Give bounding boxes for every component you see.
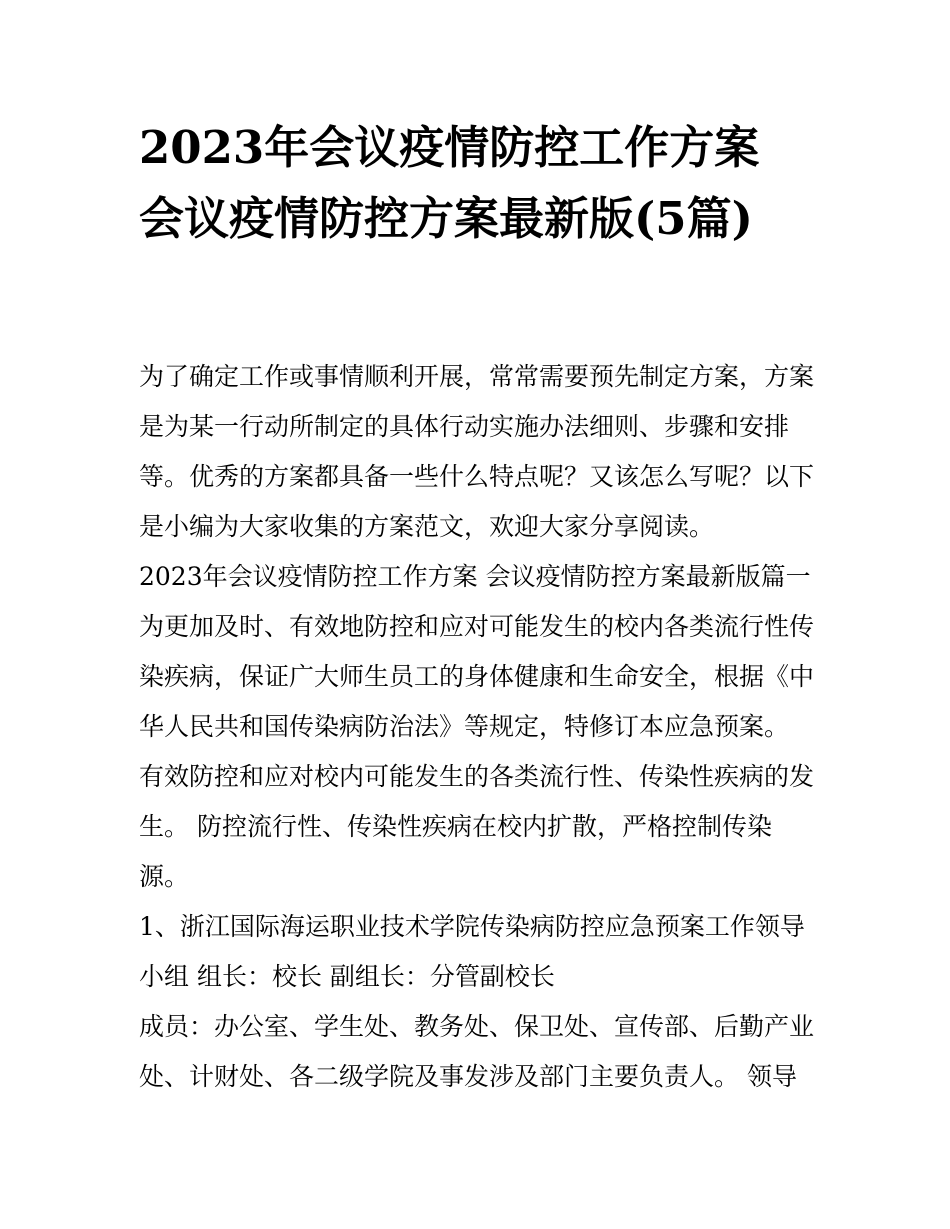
goal-paragraph: 有效防控和应对校内可能发生的各类流行性、传染性疾病的发生。 防控流行性、传染性疾病在校内扩散，严格控制传染源。 — [139, 762, 815, 891]
members-paragraph: 成员：办公室、学生处、教务处、保卫处、宣传部、后勤产业处、计财处、各二级学院及事发涉及部门主要负责人。 领导 — [139, 1012, 815, 1091]
purpose-paragraph: 为更加及时、有效地防控和应对可能发生的校内各类流行性传染疾病，保证广大师生员工的身体健康和生命安全，根据《中华人民共和国传染病防治法》等规定，特修订本应急预案。 — [139, 612, 815, 741]
document-title: 2023年会议疫情防控工作方案 会议疫情防控方案最新版(5篇) — [139, 121, 760, 245]
intro-paragraph: 为了确定工作或事情顺利开展，常常需要预先制定方案，方案是为某一行动所制定的具体行动实施办法细则、步骤和安排等。优秀的方案都具备一些什么特点呢？又该怎么写呢？以下是小编为大家收集的方案范文，欢迎大家分享阅读。 — [139, 362, 815, 541]
leadership-paragraph: 1、浙江国际海运职业技术学院传染病防控应急预案工作领导小组 组长：校长 副组长：分管副校长 — [139, 912, 805, 991]
document-body — [139, 352, 819, 1102]
section-heading: 2023年会议疫情防控工作方案 会议疫情防控方案最新版篇一 — [139, 562, 811, 591]
